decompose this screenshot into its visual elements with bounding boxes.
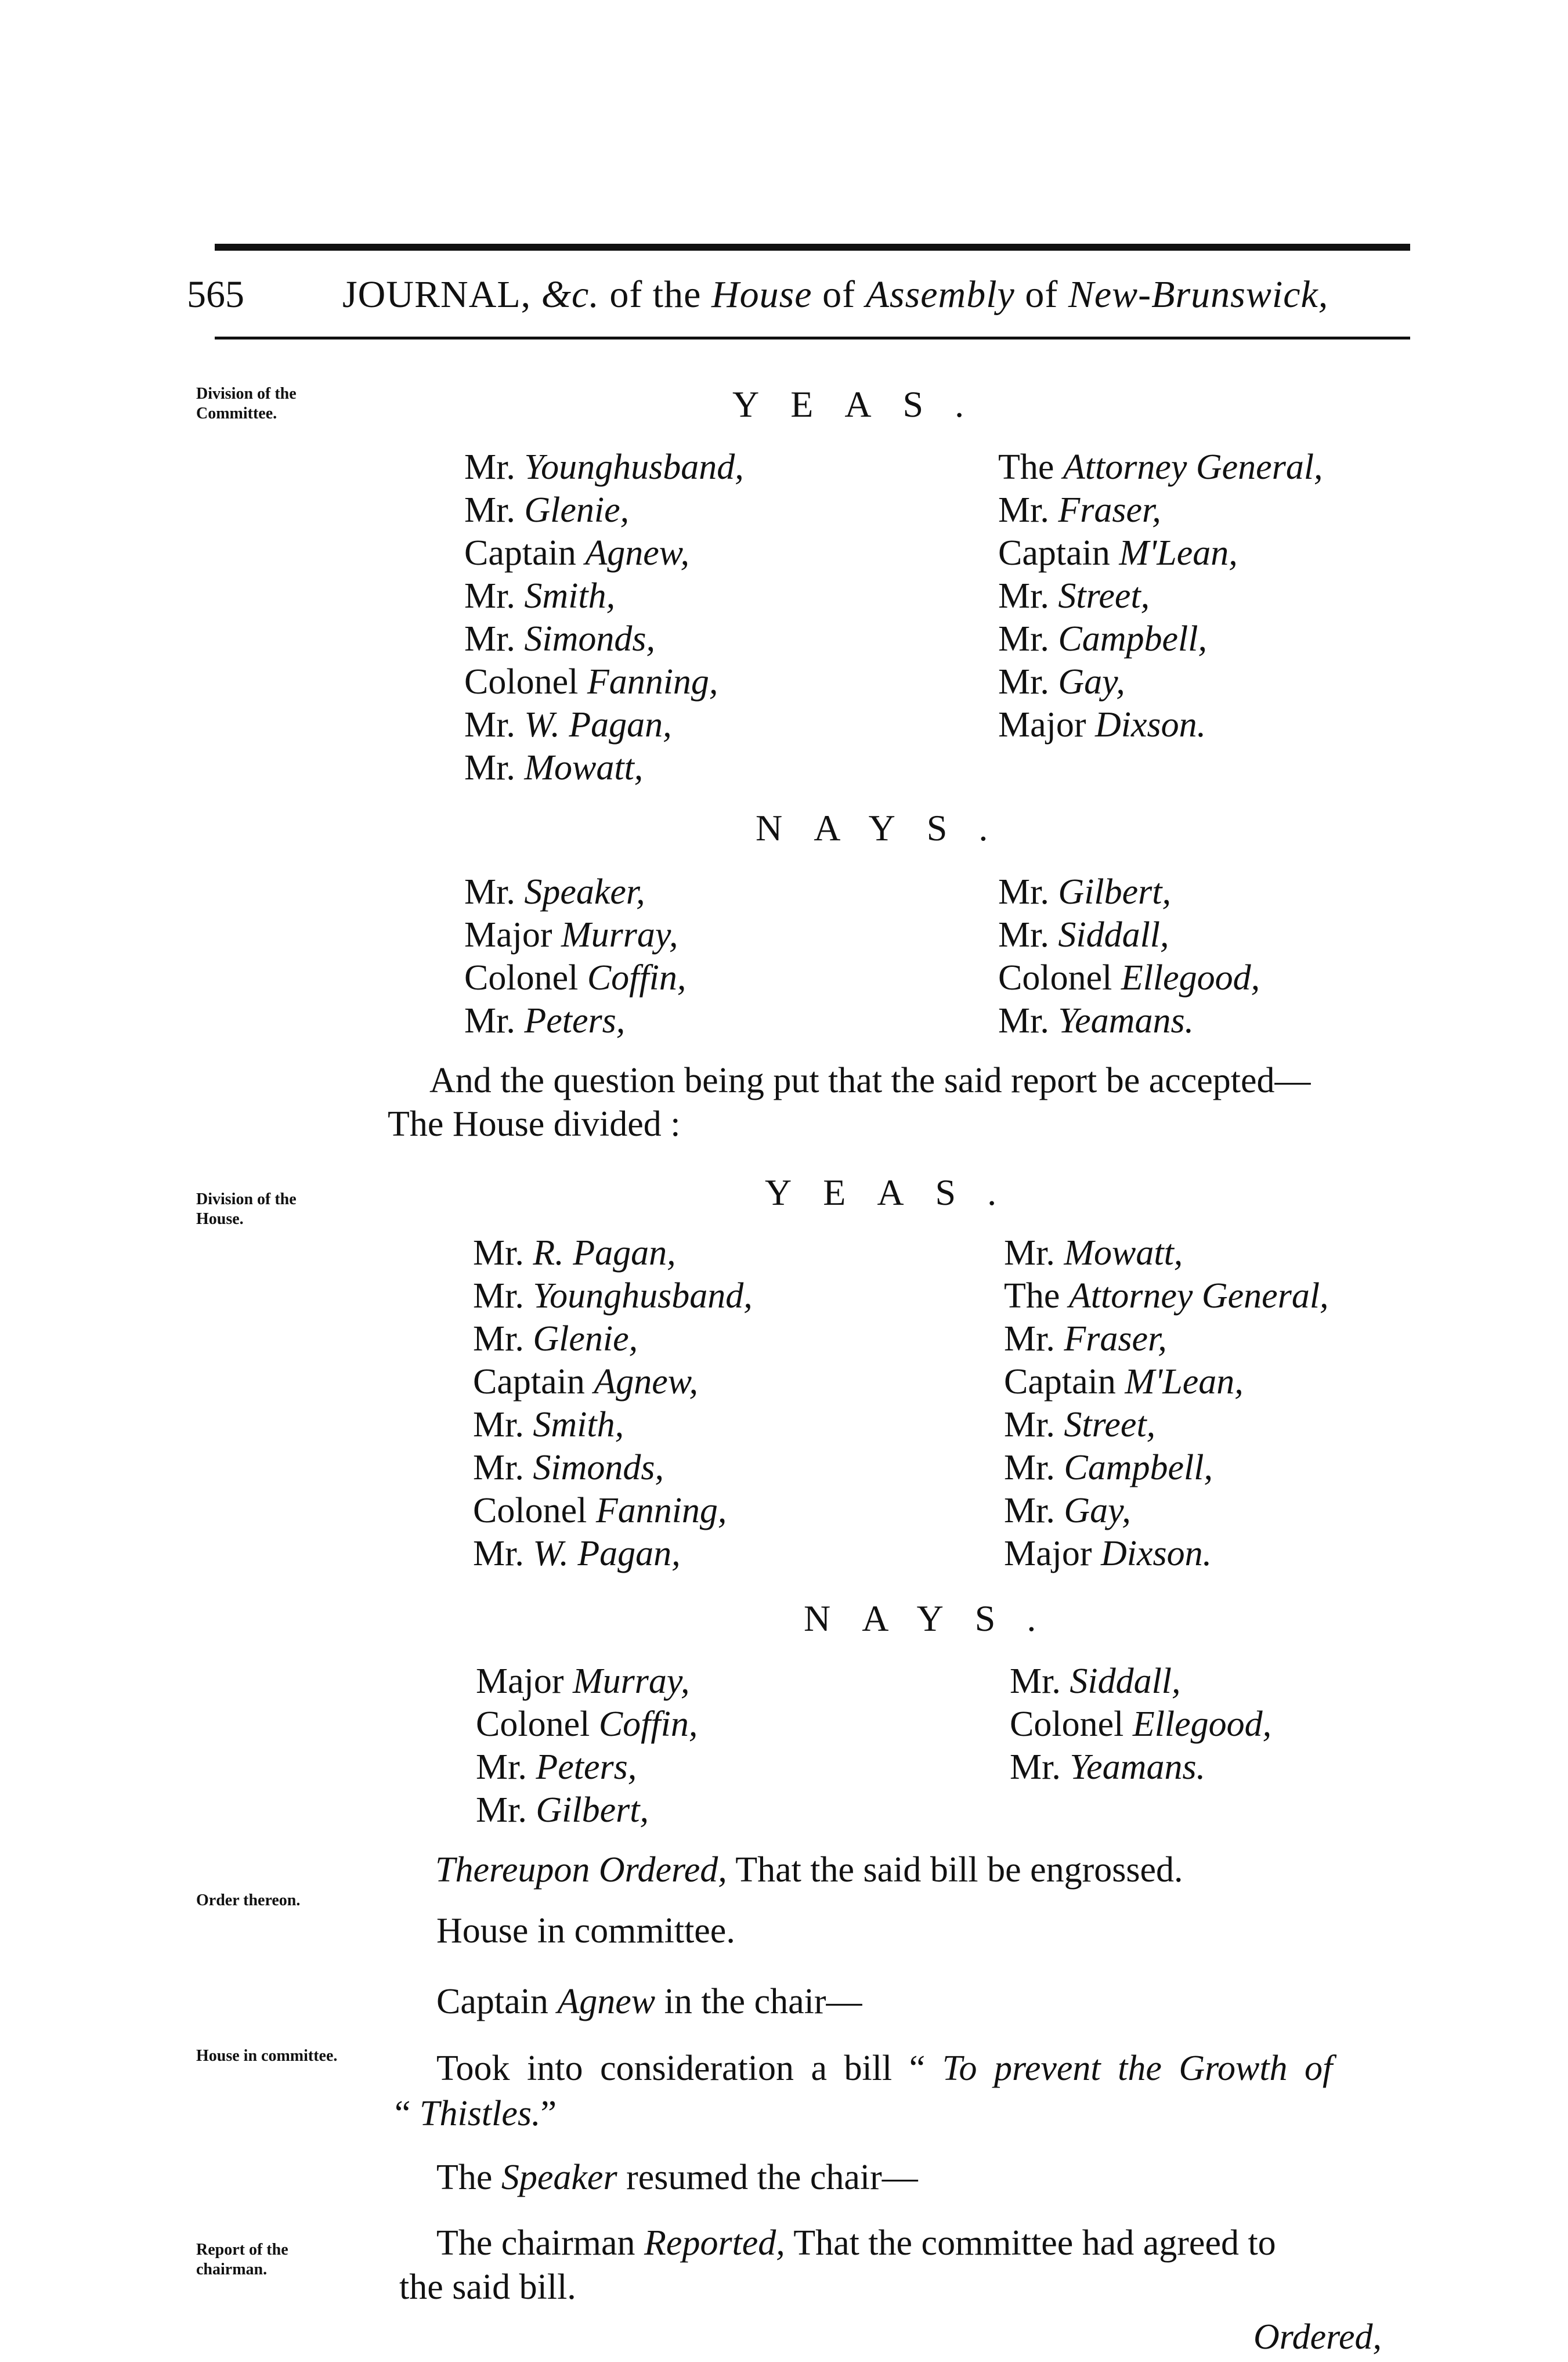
member-title: Captain — [464, 533, 576, 573]
member-entry — [464, 703, 744, 746]
member-title: Mr. — [464, 447, 515, 487]
member-name: W. Pagan, — [524, 705, 672, 745]
member-name: Siddall, — [1058, 915, 1169, 955]
member-name: Smith, — [524, 576, 616, 616]
margin-note-division-committee: Division of the Committee. — [196, 385, 297, 422]
member-title: Mr. — [464, 490, 515, 530]
member-name: Mowatt, — [1064, 1233, 1183, 1273]
member-entry — [1004, 1317, 1329, 1360]
running-head — [342, 273, 1328, 317]
report-line-1 — [436, 2222, 1276, 2265]
yeas-left-2 — [473, 1231, 753, 1575]
member-name: Fanning, — [595, 1491, 727, 1530]
member-name: Gilbert, — [536, 1790, 649, 1830]
member-title: Colonel — [473, 1491, 587, 1530]
running-head-house: House — [711, 273, 812, 316]
member-entry — [476, 1660, 698, 1703]
took-pre: Took into consideration a bill “ — [436, 2049, 942, 2088]
order-rest: That the said bill be engrossed. — [727, 1850, 1183, 1890]
member-name: Gay, — [1058, 662, 1125, 702]
member-entry — [998, 446, 1323, 489]
member-entry — [1004, 1231, 1329, 1274]
member-name: Gay, — [1064, 1491, 1131, 1530]
question-line-2: The House divided : — [388, 1104, 681, 1144]
margin-note-report-chairman: Report of the chairman. — [196, 2241, 288, 2278]
member-name: Simonds, — [524, 619, 655, 659]
member-entry — [998, 956, 1260, 999]
took-line2-post: ” — [540, 2094, 557, 2133]
member-name: Attorney General, — [1063, 447, 1323, 487]
member-title: Major — [998, 705, 1086, 745]
report-pre: The chairman — [436, 2223, 645, 2263]
member-entry — [1004, 1274, 1329, 1317]
member-name: Simonds, — [533, 1448, 664, 1487]
question-line-1: And the question being put that the said report be accepted— — [429, 1061, 1311, 1100]
took-line2-italic: Thistles. — [420, 2094, 541, 2133]
member-entry — [464, 871, 686, 913]
member-name: Attorney General, — [1068, 1276, 1329, 1316]
member-entry — [464, 489, 744, 532]
yeas-heading-2: YEAS. — [765, 1172, 1028, 1213]
member-entry — [1004, 1489, 1329, 1532]
member-name: Peters, — [524, 1001, 626, 1041]
took-italic: To prevent the Growth of — [942, 2049, 1333, 2088]
yeas-right-1 — [998, 446, 1323, 746]
margin-note-division-house: Division of the House. — [196, 1190, 297, 1228]
captain-paragraph — [436, 1980, 862, 2023]
member-title: Mr. — [1010, 1747, 1061, 1787]
member-title: Mr. — [473, 1448, 524, 1487]
member-name: Agnew, — [585, 533, 689, 573]
member-title: Mr. — [473, 1276, 524, 1316]
member-name: Coffin, — [598, 1704, 698, 1744]
member-title: Captain — [998, 533, 1110, 573]
member-entry — [476, 1703, 698, 1746]
member-title: Mr. — [998, 490, 1049, 530]
member-title: Mr. — [1010, 1662, 1061, 1701]
running-head-of3: of — [1014, 273, 1068, 316]
header-rule-bottom — [215, 337, 1410, 340]
member-name: R. Pagan, — [533, 1233, 676, 1273]
speaker-paragraph — [436, 2156, 918, 2199]
member-entry — [464, 532, 744, 575]
member-entry — [998, 532, 1323, 575]
margin-note-order-thereon: Order thereon. — [196, 1891, 301, 1909]
running-head-of1: of the — [599, 273, 711, 316]
order-paragraph — [435, 1848, 1183, 1891]
member-name: Street, — [1058, 576, 1150, 616]
member-name: W. Pagan, — [533, 1534, 681, 1573]
member-entry — [464, 956, 686, 999]
yeas-heading-1: YEAS. — [732, 384, 996, 425]
member-title: Mr. — [998, 915, 1049, 955]
member-name: Glenie, — [524, 490, 630, 530]
member-title: Mr. — [1004, 1405, 1055, 1444]
member-name: Yeamans. — [1070, 1747, 1206, 1787]
member-title: Mr. — [464, 748, 515, 788]
member-title: Mr. — [1004, 1491, 1055, 1530]
member-entry — [476, 1789, 698, 1832]
member-entry — [473, 1532, 753, 1575]
member-entry — [464, 617, 744, 660]
member-title: Mr. — [998, 619, 1049, 659]
member-name: Siddall, — [1070, 1662, 1181, 1701]
member-title: Mr. — [1004, 1448, 1055, 1487]
member-title: Mr. — [998, 872, 1049, 912]
member-title: Mr. — [998, 1001, 1049, 1041]
member-name: Glenie, — [533, 1319, 638, 1359]
member-title: Colonel — [1010, 1704, 1124, 1744]
member-title: Captain — [1004, 1362, 1116, 1402]
margin-note-house-in-committee: House in committee. — [196, 2047, 338, 2065]
member-name: Agnew, — [594, 1362, 698, 1402]
member-entry — [473, 1446, 753, 1489]
speaker-pre: The — [436, 2158, 501, 2197]
member-name: Campbell, — [1064, 1448, 1213, 1487]
house-in-committee-paragraph: House in committee. — [436, 1911, 735, 1951]
member-title: Captain — [473, 1362, 585, 1402]
member-name: M'Lean, — [1119, 533, 1238, 573]
captain-post: in the chair— — [655, 1982, 862, 2021]
header-rule-top — [215, 244, 1410, 251]
nays-right-1 — [998, 871, 1260, 1042]
member-entry — [998, 999, 1260, 1042]
member-entry — [1004, 1360, 1329, 1403]
member-title: Mr. — [473, 1319, 524, 1359]
member-entry — [1010, 1746, 1271, 1789]
member-title: Mr. — [473, 1233, 524, 1273]
member-title: Mr. — [998, 576, 1049, 616]
member-name: Fraser, — [1058, 490, 1161, 530]
catchword-text: Ordered, — [1253, 2317, 1382, 2357]
member-name: M'Lean, — [1125, 1362, 1244, 1402]
took-line2-pre: “ — [395, 2094, 420, 2133]
report-post: That the committee had agreed to — [785, 2223, 1276, 2263]
member-entry — [464, 913, 686, 956]
member-title: Mr. — [464, 872, 515, 912]
member-title: Mr. — [998, 662, 1049, 702]
nays-right-2 — [1010, 1660, 1271, 1789]
running-head-province: New-Brunswick, — [1068, 273, 1329, 316]
page-number: 565 — [187, 273, 244, 316]
member-title: Colonel — [476, 1704, 590, 1744]
member-title: The — [998, 447, 1054, 487]
member-entry — [1004, 1403, 1329, 1446]
running-head-etc: &c. — [541, 273, 599, 316]
member-title: Mr. — [473, 1534, 524, 1573]
report-italic: Reported, — [644, 2223, 785, 2263]
member-entry — [998, 660, 1323, 703]
member-title: Mr. — [464, 619, 515, 659]
running-head-assembly: Assembly — [865, 273, 1015, 316]
member-name: Peters, — [536, 1747, 637, 1787]
member-entry — [998, 575, 1323, 617]
speaker-italic: Speaker — [501, 2158, 617, 2197]
member-entry — [998, 871, 1260, 913]
member-title: Major — [464, 915, 552, 955]
member-name: Mowatt, — [524, 748, 644, 788]
member-title: Colonel — [464, 958, 579, 998]
member-entry — [464, 746, 744, 789]
member-name: Younghusband, — [524, 447, 744, 487]
member-name: Campbell, — [1058, 619, 1207, 659]
member-entry — [998, 703, 1323, 746]
member-title: Colonel — [998, 958, 1112, 998]
running-head-of2: of — [812, 273, 866, 316]
member-name: Street, — [1064, 1405, 1156, 1444]
member-title: Mr. — [464, 1001, 515, 1041]
member-name: Dixson. — [1101, 1534, 1212, 1573]
member-name: Murray, — [561, 915, 678, 955]
member-entry — [1004, 1532, 1329, 1575]
took-line-2 — [395, 2092, 557, 2135]
member-entry — [1010, 1703, 1271, 1746]
report-line-2: the said bill. — [399, 2267, 576, 2307]
member-entry — [998, 913, 1260, 956]
took-line-1 — [436, 2047, 1332, 2090]
member-entry — [464, 446, 744, 489]
member-entry — [464, 999, 686, 1042]
catchword — [1253, 2316, 1382, 2359]
member-entry — [464, 660, 744, 703]
member-entry — [998, 617, 1323, 660]
member-title: Mr. — [1004, 1319, 1055, 1359]
member-name: Yeamans. — [1058, 1001, 1194, 1041]
member-title: Colonel — [464, 662, 579, 702]
member-title: Mr. — [464, 705, 515, 745]
member-name: Ellegood, — [1121, 958, 1260, 998]
member-name: Fraser, — [1064, 1319, 1167, 1359]
speaker-post: resumed the chair— — [617, 2158, 918, 2197]
member-entry — [473, 1274, 753, 1317]
member-name: Ellegood, — [1132, 1704, 1272, 1744]
member-entry — [476, 1746, 698, 1789]
nays-left-1 — [464, 871, 686, 1042]
member-title: The — [1004, 1276, 1060, 1316]
member-entry — [473, 1360, 753, 1403]
member-name: Murray, — [573, 1662, 690, 1701]
running-head-prefix: JOURNAL, — [342, 273, 541, 316]
member-name: Speaker, — [524, 872, 645, 912]
member-title: Mr. — [473, 1405, 524, 1444]
member-entry — [998, 489, 1323, 532]
member-name: Coffin, — [587, 958, 687, 998]
member-title: Mr. — [476, 1747, 527, 1787]
member-title: Major — [1004, 1534, 1092, 1573]
member-name: Smith, — [533, 1405, 624, 1444]
member-name: Younghusband, — [533, 1276, 753, 1316]
captain-pre: Captain — [436, 1982, 558, 2021]
captain-italic: Agnew — [557, 1982, 656, 2021]
member-entry — [1004, 1446, 1329, 1489]
member-title: Mr. — [1004, 1233, 1055, 1273]
member-entry — [1010, 1660, 1271, 1703]
member-title: Mr. — [476, 1790, 527, 1830]
member-entry — [473, 1231, 753, 1274]
yeas-right-2 — [1004, 1231, 1329, 1575]
yeas-left-1 — [464, 446, 744, 789]
nays-heading-1: NAYS. — [756, 807, 1020, 848]
member-title: Mr. — [464, 576, 515, 616]
nays-left-2 — [476, 1660, 698, 1832]
member-name: Dixson. — [1095, 705, 1206, 745]
member-entry — [473, 1403, 753, 1446]
member-entry — [464, 575, 744, 617]
member-title: Major — [476, 1662, 564, 1701]
member-entry — [473, 1317, 753, 1360]
order-italic: Thereupon Ordered, — [435, 1850, 727, 1890]
nays-heading-2: NAYS. — [804, 1598, 1068, 1639]
member-name: Fanning, — [587, 662, 718, 702]
member-entry — [473, 1489, 753, 1532]
member-name: Gilbert, — [1058, 872, 1171, 912]
